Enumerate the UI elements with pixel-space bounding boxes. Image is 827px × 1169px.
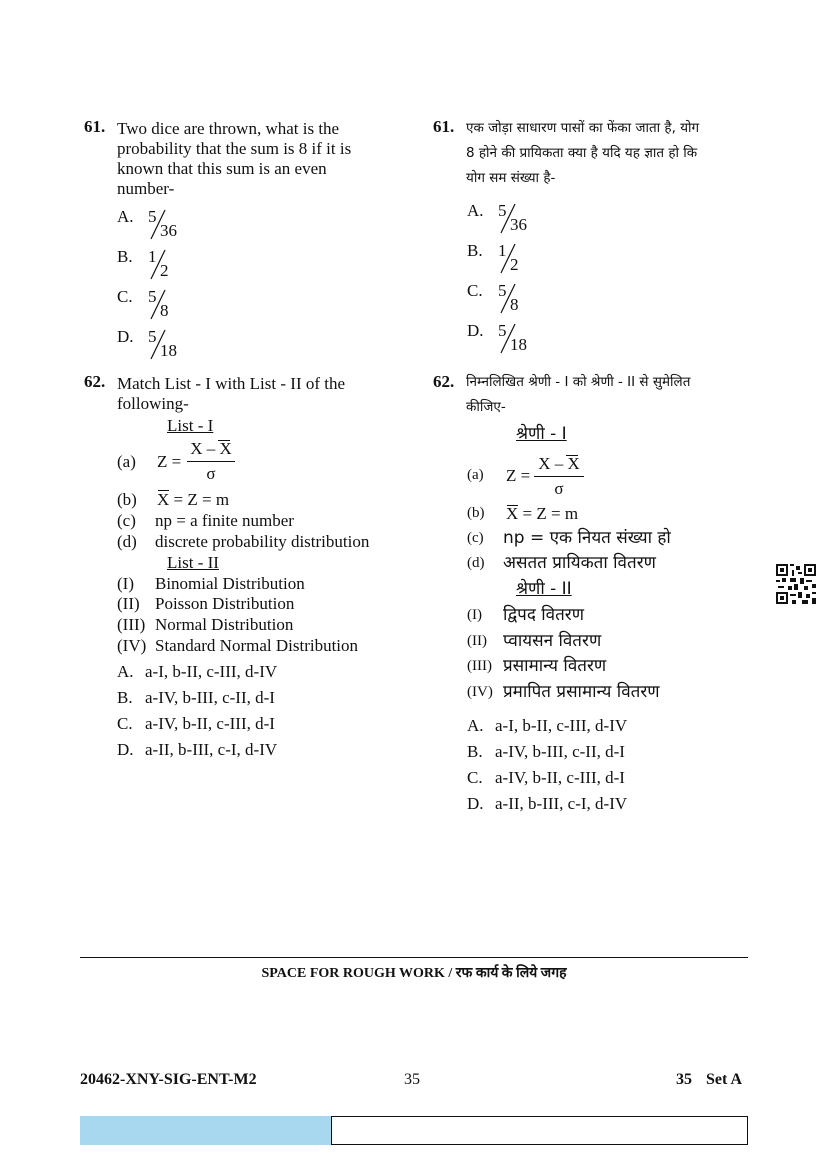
list1-a-numerator xyxy=(188,439,234,459)
q62-hi-option-d-text: a-II, b-III, c-I, d-IV xyxy=(495,794,628,813)
text-line: known that this sum is an even xyxy=(117,159,327,178)
page-number-right: 35 xyxy=(676,1071,692,1088)
hi-list2-iii-text: प्रसामान्य वितरण xyxy=(503,656,607,676)
list1-b-text: X = Z = m xyxy=(157,490,230,509)
text-line: probability that the sum is 8 if it is xyxy=(117,139,352,158)
q61-en-option-a-fraction xyxy=(148,207,188,241)
hi-list1-c-text: np = एक नियत संख्या हो xyxy=(503,528,671,548)
q61-hi-number: 61. xyxy=(433,117,455,136)
list1-a-label: (a) xyxy=(117,452,136,471)
hi-list1-c-label: (c) xyxy=(467,530,484,546)
footer-color-bar xyxy=(80,1116,331,1145)
q62-en-option-b-label: B. xyxy=(117,688,133,707)
list2-ii-text: Poisson Distribution xyxy=(155,594,295,613)
q62-hi-option-b-label: B. xyxy=(467,742,483,761)
q61-hi-option-b-fraction xyxy=(498,241,538,275)
q61-en-option-d-label: D. xyxy=(117,327,134,346)
hi-list1-a-label: (a) xyxy=(467,467,484,483)
hi-list2-iv-text: प्रमापित प्रसामान्य वितरण xyxy=(503,682,660,702)
hi-list2-ii-label: (II) xyxy=(467,633,487,649)
q61-hi-option-c-label: C. xyxy=(467,281,483,300)
hi-list1-d-label: (d) xyxy=(467,555,485,571)
formula-numerator: X – X xyxy=(190,439,232,458)
q61-hi-option-a-fraction xyxy=(498,201,538,235)
q61-en-option-b-fraction xyxy=(148,247,188,281)
list1-d-label: (d) xyxy=(117,532,137,551)
q62-hi-option-c-text: a-IV, b-II, c-III, d-I xyxy=(495,768,625,787)
rough-work-divider xyxy=(80,957,748,958)
text-line: number- xyxy=(117,179,175,198)
numerator: 5 xyxy=(148,287,157,306)
denominator: 2 xyxy=(510,255,519,274)
qr-code-icon xyxy=(776,564,816,604)
list2-i-text: Binomial Distribution xyxy=(155,574,305,593)
numerator: 5 xyxy=(148,207,157,226)
q62-en-option-d-label: D. xyxy=(117,740,134,759)
denominator: 8 xyxy=(510,295,519,314)
q62-en-option-b-text: a-IV, b-III, c-II, d-I xyxy=(145,688,275,707)
q61-en-option-b-label: B. xyxy=(117,247,133,266)
q61-en-option-a-label: A. xyxy=(117,207,134,226)
q61-en-text xyxy=(117,119,351,199)
denominator: 36 xyxy=(160,221,177,240)
q62-hi-number: 62. xyxy=(433,372,455,391)
denominator: 36 xyxy=(510,215,527,234)
q61-hi-option-d-fraction xyxy=(498,321,538,355)
hi-list2-title-text: श्रेणी - II xyxy=(516,579,572,599)
q61-en-option-c-label: C. xyxy=(117,287,133,306)
hi-list2-iii-label: (III) xyxy=(467,658,492,674)
list1-c-label: (c) xyxy=(117,511,136,530)
list1-c-text: np = a finite number xyxy=(155,511,294,530)
numerator: 5 xyxy=(498,201,507,220)
list2-iii-label: (III) xyxy=(117,615,146,634)
q62-hi-option-a-label: A. xyxy=(467,716,484,735)
denominator: 18 xyxy=(510,335,527,354)
text-line: निम्नलिखित श्रेणी - I को श्रेणी - II से सुमेलित xyxy=(466,374,691,390)
hi-list1-a-lhs: Z = xyxy=(506,466,531,485)
hi-list2-ii-text: प्वायसन वितरण xyxy=(503,631,602,651)
overline xyxy=(218,440,230,441)
hi-list1-b-label: (b) xyxy=(467,505,485,521)
text-line: 8 होने की प्रायिकता क्या है यदि यह ज्ञात हो कि xyxy=(466,145,698,161)
hi-list1-title xyxy=(516,424,567,444)
q62-en-text xyxy=(117,374,345,414)
hi-list1-d-text: असतत प्रायिकता वितरण xyxy=(503,553,656,573)
q62-en-option-c-text: a-IV, b-II, c-III, d-I xyxy=(145,714,275,733)
hi-list1-a-denominator: σ xyxy=(554,479,564,498)
numerator: 5 xyxy=(498,281,507,300)
q62-en-option-d-text: a-II, b-III, c-I, d-IV xyxy=(145,740,278,759)
fraction-bar xyxy=(534,476,584,477)
q61-hi-option-d-label: D. xyxy=(467,321,484,340)
q61-hi-option-b-label: B. xyxy=(467,241,483,260)
text-line: एक जोड़ा साधारण पासों का फेंका जाता है, योग xyxy=(466,120,700,136)
q62-en-option-a-label: A. xyxy=(117,662,134,681)
footer-box xyxy=(331,1116,748,1145)
page-number: 35 xyxy=(404,1071,420,1088)
paper-code: 20462-XNY-SIG-ENT-M2 xyxy=(80,1071,257,1088)
list2-i-label: (I) xyxy=(117,574,134,593)
hi-list1-title-text: श्रेणी - I xyxy=(516,424,567,444)
text-line: कीजिए- xyxy=(466,399,506,415)
q62-en-option-a-text: a-I, b-II, c-III, d-IV xyxy=(145,662,278,681)
list1-a-lhs: Z = xyxy=(157,452,182,471)
q61-en-number: 61. xyxy=(84,117,106,136)
q62-hi-text xyxy=(466,370,690,420)
hi-list2-iv-label: (IV) xyxy=(467,684,493,700)
q62-en-option-c-label: C. xyxy=(117,714,133,733)
list1-b-label: (b) xyxy=(117,490,137,509)
overline xyxy=(566,455,578,456)
text-line: Two dice are thrown, what is the xyxy=(117,119,340,138)
list2-iii-text: Normal Distribution xyxy=(155,615,294,634)
text-line: Match List - I with List - II of the xyxy=(117,374,346,393)
q61-hi-text xyxy=(466,116,699,191)
q62-hi-option-b-text: a-IV, b-III, c-II, d-I xyxy=(495,742,625,761)
numerator: 1 xyxy=(148,247,157,266)
list1-d-text: discrete probability distribution xyxy=(155,532,370,551)
denominator: 18 xyxy=(160,341,177,360)
hi-list2-i-label: (I) xyxy=(467,607,482,623)
hi-list2-i-text: द्विपद वितरण xyxy=(503,605,585,625)
q61-hi-option-c-fraction xyxy=(498,281,538,315)
denominator: 8 xyxy=(160,301,169,320)
hi-list1-b-text: X = Z = m xyxy=(506,504,579,523)
list1-title: List - I xyxy=(167,416,214,435)
set-label: Set A xyxy=(706,1071,742,1088)
rough-work-label: SPACE FOR ROUGH WORK / रफ कार्य के लिये जगह xyxy=(261,966,567,981)
fraction-bar xyxy=(187,461,235,462)
numerator: 5 xyxy=(148,327,157,346)
list2-iv-text: Standard Normal Distribution xyxy=(155,636,359,655)
numerator: 1 xyxy=(498,241,507,260)
list2-iv-label: (IV) xyxy=(117,636,147,655)
q61-hi-option-a-label: A. xyxy=(467,201,484,220)
denominator: 2 xyxy=(160,261,169,280)
text-line: योग सम संख्या है- xyxy=(466,170,556,186)
list1-a-denominator: σ xyxy=(206,464,216,483)
list2-title: List - II xyxy=(167,553,219,572)
q62-hi-option-a-text: a-I, b-II, c-III, d-IV xyxy=(495,716,628,735)
hi-list1-a-numerator: X – X xyxy=(538,454,580,473)
list2-ii-label: (II) xyxy=(117,594,140,613)
q62-en-number: 62. xyxy=(84,372,106,391)
q61-en-option-d-fraction xyxy=(148,327,188,361)
q62-hi-option-c-label: C. xyxy=(467,768,483,787)
text-line: following- xyxy=(117,394,189,413)
numerator: 5 xyxy=(498,321,507,340)
q62-hi-option-d-label: D. xyxy=(467,794,484,813)
hi-list2-title xyxy=(516,578,572,600)
q61-en-option-c-fraction xyxy=(148,287,188,321)
